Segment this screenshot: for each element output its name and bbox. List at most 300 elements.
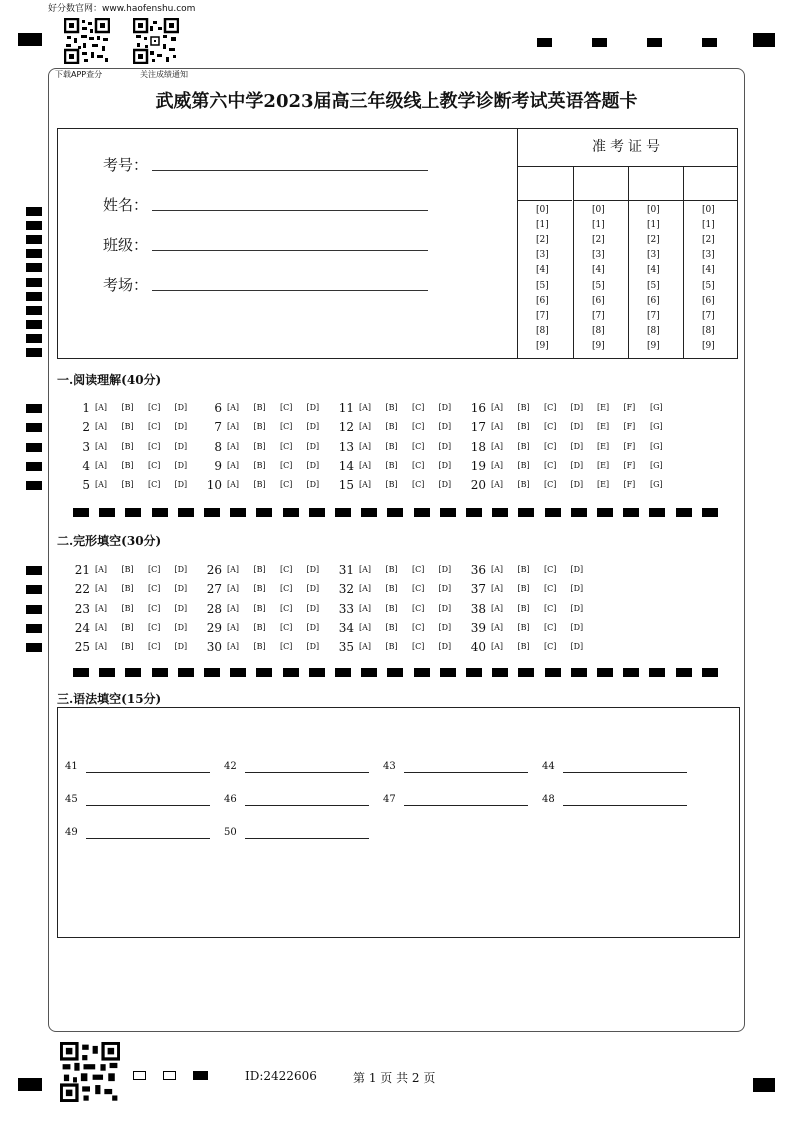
admission-digit-bubble[interactable]: [9] (647, 340, 660, 351)
cloze-option-bubble[interactable]: [A] (227, 603, 240, 613)
corner-mark-bottom-left (18, 1078, 42, 1091)
admission-digit-bubble[interactable]: [3] (536, 250, 549, 261)
section-cloze-title: 二.完形填空(30分) (57, 534, 162, 548)
reading-option-bubble[interactable]: [A] (95, 460, 108, 470)
reading-option-bubble[interactable]: [C] (148, 441, 161, 451)
cloze-option-bubble[interactable]: [A] (491, 565, 504, 574)
reading-option-bubble[interactable]: [C] (412, 403, 425, 412)
reading-option-bubble[interactable]: [B] (385, 460, 398, 470)
reading-question-number: 4 (82, 458, 90, 473)
reading-option-bubble[interactable]: [E] (597, 403, 610, 412)
reading-option-bubble[interactable]: [B] (385, 403, 398, 412)
reading-question-number: 15 (338, 478, 354, 493)
corner-mark-bottom-right (753, 1078, 775, 1092)
admission-digit-bubble[interactable]: [3] (647, 250, 660, 261)
reading-option-bubble[interactable]: [B] (517, 441, 530, 451)
grammar-answer-line[interactable] (404, 805, 528, 806)
reading-option-bubble[interactable]: [A] (227, 403, 240, 412)
cloze-option-bubble[interactable]: [A] (359, 622, 372, 632)
reading-option-bubble[interactable]: [C] (148, 422, 161, 432)
reading-option-bubble[interactable]: [B] (121, 403, 134, 412)
reading-option-bubble[interactable]: [D] (570, 460, 584, 470)
grammar-answer-line[interactable] (245, 838, 369, 839)
cloze-option-bubble[interactable]: [C] (544, 622, 557, 632)
reading-option-bubble[interactable]: [D] (438, 480, 452, 490)
reading-option-bubble[interactable]: [C] (280, 460, 293, 470)
reading-option-bubble[interactable]: [B] (385, 480, 398, 490)
cloze-option-bubble[interactable]: [D] (174, 622, 188, 632)
admission-digit-bubble[interactable]: [0] (592, 205, 605, 215)
cloze-option-bubble[interactable]: [B] (517, 642, 530, 652)
reading-option-bubble[interactable]: [C] (544, 403, 557, 412)
cloze-option-bubble[interactable]: [C] (148, 622, 161, 632)
cloze-option-bubble[interactable]: [C] (280, 622, 293, 632)
reading-option-bubble[interactable]: [G] (650, 480, 663, 490)
student-info-box (57, 128, 738, 359)
cloze-option-bubble[interactable]: [A] (491, 622, 504, 632)
reading-option-bubble[interactable]: [A] (227, 422, 240, 432)
reading-option-bubble[interactable]: [A] (95, 441, 108, 451)
exam-room-label: 考场： (103, 276, 149, 294)
cloze-option-bubble[interactable]: [A] (95, 603, 108, 613)
separator-dash (414, 668, 430, 677)
cloze-question-number: 30 (206, 640, 222, 655)
separator-dash (387, 668, 403, 677)
reading-option-bubble[interactable]: [D] (570, 403, 584, 412)
cloze-question-number: 33 (338, 601, 354, 616)
cloze-option-bubble[interactable]: [C] (148, 642, 161, 652)
reading-option-bubble[interactable]: [C] (148, 480, 161, 490)
reading-option-bubble[interactable]: [D] (306, 422, 320, 432)
separator-dash (466, 668, 482, 677)
cloze-option-bubble[interactable]: [B] (253, 642, 266, 652)
reading-option-bubble[interactable]: [D] (438, 403, 452, 412)
admission-digit-column (683, 166, 738, 358)
cloze-option-bubble[interactable]: [D] (570, 622, 584, 632)
admission-digit-bubble[interactable]: [1] (702, 220, 715, 231)
reading-option-bubble[interactable]: [A] (491, 460, 504, 470)
admission-digit-bubble[interactable]: [1] (536, 220, 549, 231)
reading-option-bubble[interactable]: [C] (544, 422, 557, 432)
reading-option-bubble[interactable]: [D] (570, 480, 584, 490)
reading-option-bubble[interactable]: [A] (491, 403, 504, 412)
admission-digit-bubble[interactable]: [4] (536, 265, 549, 276)
cloze-option-bubble[interactable]: [D] (438, 622, 452, 632)
cloze-option-bubble[interactable]: [D] (438, 642, 452, 652)
reading-option-bubble[interactable]: [D] (174, 460, 188, 470)
cloze-question-number: 24 (74, 620, 90, 635)
cloze-option-bubble[interactable]: [C] (280, 565, 293, 574)
reading-question-number: 5 (82, 478, 90, 493)
cloze-option-bubble[interactable]: [C] (280, 584, 293, 594)
reading-option-bubble[interactable]: [D] (174, 422, 188, 432)
cloze-option-bubble[interactable]: [B] (121, 622, 134, 632)
cloze-option-bubble[interactable]: [B] (253, 603, 266, 613)
separator-dash (309, 508, 325, 517)
reading-option-bubble[interactable]: [D] (438, 441, 452, 451)
admission-digit-bubble[interactable]: [0] (647, 205, 660, 215)
reading-question-number: 11 (338, 401, 354, 415)
reading-option-bubble[interactable]: [A] (227, 460, 240, 470)
reading-option-bubble[interactable]: [A] (491, 441, 504, 451)
reading-question-number: 12 (338, 420, 354, 435)
cloze-option-bubble[interactable]: [C] (148, 565, 161, 574)
reading-option-bubble[interactable]: [A] (359, 441, 372, 451)
cloze-option-bubble[interactable]: [B] (385, 565, 398, 574)
separator-dash (125, 508, 141, 517)
admission-digit-bubble[interactable]: [8] (536, 325, 549, 336)
reading-question-number: 19 (470, 458, 486, 473)
admission-digit-column (573, 166, 628, 358)
footer-hollow-mark (163, 1071, 176, 1080)
cloze-option-bubble[interactable]: [B] (121, 642, 134, 652)
reading-option-bubble[interactable]: [A] (227, 441, 240, 451)
cloze-option-bubble[interactable]: [D] (306, 622, 320, 632)
cloze-option-bubble[interactable]: [B] (253, 565, 266, 574)
reading-option-bubble[interactable]: [B] (121, 460, 134, 470)
grammar-answer-line[interactable] (86, 805, 210, 806)
cloze-option-bubble[interactable]: [C] (544, 565, 557, 574)
admission-digit-bubble[interactable]: [0] (702, 205, 715, 215)
reading-option-bubble[interactable]: [B] (253, 480, 266, 490)
reading-option-bubble[interactable]: [F] (623, 441, 636, 451)
class-label: 班级： (103, 236, 149, 254)
cloze-question-number: 32 (338, 582, 354, 597)
reading-option-bubble[interactable]: [C] (280, 441, 293, 451)
reading-option-bubble[interactable]: [E] (597, 441, 610, 451)
admission-digit-bubble[interactable]: [9] (702, 340, 715, 351)
cloze-option-bubble[interactable]: [D] (570, 565, 584, 574)
separator-dash (283, 508, 299, 517)
reading-option-bubble[interactable]: [A] (491, 480, 504, 490)
separator-dash (230, 668, 246, 677)
grammar-answer-line[interactable] (86, 838, 210, 839)
cloze-option-bubble[interactable]: [D] (174, 584, 188, 594)
reading-option-bubble[interactable]: [F] (623, 460, 636, 470)
cloze-option-bubble[interactable]: [C] (412, 565, 425, 574)
cloze-option-bubble[interactable]: [D] (306, 565, 320, 574)
cloze-option-bubble[interactable]: [C] (412, 622, 425, 632)
cloze-option-bubble[interactable]: [D] (174, 565, 188, 574)
admission-digit-bubble[interactable]: [3] (702, 250, 715, 261)
admission-digit-bubble[interactable]: [4] (647, 265, 660, 276)
cloze-option-bubble[interactable]: [A] (95, 565, 108, 574)
cloze-option-bubble[interactable]: [D] (438, 565, 452, 574)
cloze-option-bubble[interactable]: [D] (306, 603, 320, 613)
reading-option-bubble[interactable]: [G] (650, 460, 663, 470)
cloze-option-bubble[interactable]: [D] (306, 642, 320, 652)
reading-option-bubble[interactable]: [B] (121, 480, 134, 490)
reading-option-bubble[interactable]: [B] (121, 441, 134, 451)
admission-digit-bubble[interactable]: [5] (536, 280, 549, 291)
reading-option-bubble[interactable]: [B] (253, 441, 266, 451)
cloze-option-bubble[interactable]: [C] (544, 603, 557, 613)
reading-option-bubble[interactable]: [C] (280, 422, 293, 432)
cloze-option-bubble[interactable]: [A] (95, 642, 108, 652)
admission-digit-bubble[interactable]: [8] (702, 325, 715, 336)
reading-option-bubble[interactable]: [D] (570, 441, 584, 451)
admission-digit-bubble[interactable]: [7] (647, 310, 660, 321)
reading-option-bubble[interactable]: [B] (517, 422, 530, 432)
reading-option-bubble[interactable]: [E] (597, 480, 610, 490)
reading-option-bubble[interactable]: [F] (623, 403, 636, 412)
reading-option-bubble[interactable]: [E] (597, 422, 610, 432)
reading-option-bubble[interactable]: [C] (412, 441, 425, 451)
cloze-option-bubble[interactable]: [A] (359, 565, 372, 574)
admission-digit-bubble[interactable]: [4] (702, 265, 715, 276)
reading-option-bubble[interactable]: [B] (517, 403, 530, 412)
admission-digit-bubble[interactable]: [7] (536, 310, 549, 321)
reading-option-bubble[interactable]: [A] (359, 422, 372, 432)
cloze-option-bubble[interactable]: [A] (227, 584, 240, 594)
admission-digit-bubble[interactable]: [2] (647, 235, 660, 246)
timing-mark (26, 320, 42, 329)
cloze-option-bubble[interactable]: [A] (95, 622, 108, 632)
separator-dash (676, 508, 692, 517)
grammar-answer-line[interactable] (563, 772, 687, 773)
cloze-question-number: 40 (470, 640, 486, 655)
cloze-option-bubble[interactable]: [C] (148, 603, 161, 613)
reading-option-bubble[interactable]: [B] (253, 422, 266, 432)
cloze-option-bubble[interactable]: [C] (544, 584, 557, 594)
admission-digit-bubble[interactable]: [5] (647, 280, 660, 291)
reading-option-bubble[interactable]: [B] (253, 460, 266, 470)
reading-option-bubble[interactable]: [C] (280, 403, 293, 412)
reading-option-bubble[interactable]: [A] (227, 480, 240, 490)
exam-id: ID:2422606 (245, 1069, 317, 1083)
cloze-option-bubble[interactable]: [B] (385, 584, 398, 594)
reading-option-bubble[interactable]: [D] (438, 422, 452, 432)
cloze-option-bubble[interactable]: [A] (359, 584, 372, 594)
reading-option-bubble[interactable]: [G] (650, 403, 663, 412)
admission-digit-column (628, 166, 683, 358)
admission-digit-write-cell[interactable] (574, 166, 628, 201)
reading-option-bubble[interactable]: [E] (597, 460, 610, 470)
cloze-option-bubble[interactable]: [C] (280, 603, 293, 613)
admission-digit-bubble[interactable]: [5] (592, 280, 605, 291)
cloze-option-bubble[interactable]: [D] (570, 584, 584, 594)
exam-number-field[interactable] (152, 170, 428, 171)
admission-digit-bubble[interactable]: [2] (702, 235, 715, 246)
reading-option-bubble[interactable]: [A] (359, 460, 372, 470)
separator-dash (518, 508, 534, 517)
cloze-option-bubble[interactable]: [D] (438, 584, 452, 594)
reading-option-bubble[interactable]: [D] (174, 441, 188, 451)
cloze-question-number: 26 (206, 563, 222, 577)
grammar-answer-line[interactable] (563, 805, 687, 806)
reading-option-bubble[interactable]: [D] (306, 403, 320, 412)
cloze-option-bubble[interactable]: [B] (121, 584, 134, 594)
cloze-option-bubble[interactable]: [B] (385, 622, 398, 632)
admission-digit-bubble[interactable]: [6] (647, 295, 660, 306)
admission-digit-bubble[interactable]: [8] (592, 325, 605, 336)
admission-digit-bubble[interactable]: [4] (592, 265, 605, 276)
exam-room-field[interactable] (152, 290, 428, 291)
admission-digit-bubble[interactable]: [6] (702, 295, 715, 306)
cloze-option-bubble[interactable]: [B] (253, 584, 266, 594)
grammar-answer-line[interactable] (404, 772, 528, 773)
admission-digit-bubble[interactable]: [1] (647, 220, 660, 231)
cloze-option-bubble[interactable]: [A] (227, 565, 240, 574)
reading-option-bubble[interactable]: [D] (306, 460, 320, 470)
timing-mark (26, 334, 42, 343)
reading-option-bubble[interactable]: [G] (650, 422, 663, 432)
cloze-option-bubble[interactable]: [B] (517, 584, 530, 594)
separator-dash (73, 668, 89, 677)
admission-digit-bubble[interactable]: [1] (592, 220, 605, 231)
reading-option-bubble[interactable]: [A] (95, 422, 108, 432)
reading-option-bubble[interactable]: [C] (148, 460, 161, 470)
name-field[interactable] (152, 210, 428, 211)
separator-dash (361, 668, 377, 677)
admission-digit-bubble[interactable]: [7] (592, 310, 605, 321)
cloze-option-bubble[interactable]: [A] (359, 642, 372, 652)
reading-option-bubble[interactable]: [B] (253, 403, 266, 412)
separator-dash (309, 668, 325, 677)
separator-dash (623, 668, 639, 677)
cloze-option-bubble[interactable]: [A] (227, 642, 240, 652)
reading-option-bubble[interactable]: [B] (517, 460, 530, 470)
reading-option-bubble[interactable]: [B] (121, 422, 134, 432)
reading-option-bubble[interactable]: [F] (623, 422, 636, 432)
timing-mark (26, 207, 42, 216)
reading-question-number: 20 (470, 478, 486, 493)
admission-digit-write-cell[interactable] (684, 166, 738, 201)
reading-question-number: 17 (470, 420, 486, 435)
reading-option-bubble[interactable]: [C] (544, 460, 557, 470)
reading-option-bubble[interactable]: [C] (280, 480, 293, 490)
reading-option-bubble[interactable]: [D] (306, 480, 320, 490)
cloze-option-bubble[interactable]: [C] (148, 584, 161, 594)
separator-dash (440, 508, 456, 517)
separator-dash (152, 508, 168, 517)
cloze-option-bubble[interactable]: [A] (491, 642, 504, 652)
admission-digit-bubble[interactable]: [3] (592, 250, 605, 261)
reading-option-bubble[interactable]: [C] (412, 422, 425, 432)
separator-dash (283, 668, 299, 677)
name-label: 姓名： (103, 196, 149, 214)
admission-digit-write-cell[interactable] (518, 166, 572, 201)
cloze-option-bubble[interactable]: [A] (491, 584, 504, 594)
reading-option-bubble[interactable]: [C] (148, 403, 161, 412)
reading-option-bubble[interactable]: [D] (438, 460, 452, 470)
reading-option-bubble[interactable]: [B] (517, 480, 530, 490)
cloze-option-bubble[interactable]: [A] (227, 622, 240, 632)
admission-digit-bubble[interactable]: [5] (702, 280, 715, 291)
cloze-question-number: 35 (338, 640, 354, 655)
timing-mark (592, 38, 607, 47)
section-grammar-title: 三.语法填空(15分) (57, 692, 162, 706)
cloze-option-bubble[interactable]: [B] (121, 603, 134, 613)
reading-question-number: 1 (82, 401, 90, 415)
cloze-option-bubble[interactable]: [B] (517, 603, 530, 613)
reading-question-number: 14 (338, 458, 354, 473)
separator-dash (545, 508, 561, 517)
reading-option-bubble[interactable]: [D] (306, 441, 320, 451)
reading-question-number: 9 (214, 458, 222, 473)
timing-mark (26, 249, 42, 258)
cloze-option-bubble[interactable]: [B] (517, 565, 530, 574)
reading-option-bubble[interactable]: [A] (359, 480, 372, 490)
cloze-option-bubble[interactable]: [B] (385, 603, 398, 613)
reading-option-bubble[interactable]: [D] (174, 403, 188, 412)
cloze-option-bubble[interactable]: [B] (517, 622, 530, 632)
cloze-question-number: 31 (338, 563, 354, 577)
cloze-option-bubble[interactable]: [C] (412, 642, 425, 652)
admission-digit-write-cell[interactable] (629, 166, 683, 201)
cloze-option-bubble[interactable]: [C] (412, 603, 425, 613)
admission-digit-column (518, 166, 573, 358)
admission-digit-bubble[interactable]: [9] (592, 340, 605, 351)
admission-digit-bubble[interactable]: [2] (536, 235, 549, 246)
admission-digit-bubble[interactable]: [8] (647, 325, 660, 336)
reading-option-bubble[interactable]: [C] (412, 460, 425, 470)
reading-option-bubble[interactable]: [F] (623, 480, 636, 490)
reading-option-bubble[interactable]: [A] (95, 480, 108, 490)
class-field[interactable] (152, 250, 428, 251)
reading-option-bubble[interactable]: [B] (385, 441, 398, 451)
grammar-item-number: 42 (224, 761, 237, 772)
grammar-answer-line[interactable] (245, 772, 369, 773)
admission-digit-bubble[interactable]: [9] (536, 340, 549, 351)
admission-digit-bubble[interactable]: [6] (536, 295, 549, 306)
reading-option-bubble[interactable]: [C] (544, 441, 557, 451)
reading-option-bubble[interactable]: [B] (385, 422, 398, 432)
page-number: 第 1 页 共 2 页 (353, 1071, 436, 1085)
cloze-option-bubble[interactable]: [D] (306, 584, 320, 594)
admission-digit-bubble[interactable]: [2] (592, 235, 605, 246)
admission-digit-bubble[interactable]: [6] (592, 295, 605, 306)
reading-option-bubble[interactable]: [A] (95, 403, 108, 412)
timing-mark (26, 235, 42, 244)
separator-dash (597, 508, 613, 517)
separator-dash (466, 508, 482, 517)
cloze-option-bubble[interactable]: [C] (280, 642, 293, 652)
qr-code-download-app (64, 18, 110, 64)
cloze-option-bubble[interactable]: [D] (438, 603, 452, 613)
separator-dash (204, 508, 220, 517)
reading-option-bubble[interactable]: [G] (650, 441, 663, 451)
cloze-option-bubble[interactable]: [D] (174, 603, 188, 613)
reading-option-bubble[interactable]: [A] (359, 403, 372, 412)
cloze-option-bubble[interactable]: [A] (359, 603, 372, 613)
reading-option-bubble[interactable]: [A] (491, 422, 504, 432)
cloze-option-bubble[interactable]: [C] (412, 584, 425, 594)
reading-option-bubble[interactable]: [D] (174, 480, 188, 490)
reading-option-bubble[interactable]: [C] (412, 480, 425, 490)
reading-question-number: 6 (214, 401, 222, 415)
timing-mark (26, 404, 42, 413)
reading-option-bubble[interactable]: [D] (570, 422, 584, 432)
grammar-answer-line[interactable] (245, 805, 369, 806)
reading-option-bubble[interactable]: [C] (544, 480, 557, 490)
grammar-answer-line[interactable] (86, 772, 210, 773)
timing-mark (26, 566, 42, 575)
cloze-option-bubble[interactable]: [B] (385, 642, 398, 652)
admission-digit-bubble[interactable]: [7] (702, 310, 715, 321)
cloze-option-bubble[interactable]: [D] (570, 642, 584, 652)
cloze-option-bubble[interactable]: [C] (544, 642, 557, 652)
site-note: 好分数官网：www.haofenshu.com (48, 4, 196, 14)
timing-mark (26, 605, 42, 614)
cloze-option-bubble[interactable]: [D] (174, 642, 188, 652)
cloze-option-bubble[interactable]: [B] (121, 565, 134, 574)
cloze-option-bubble[interactable]: [B] (253, 622, 266, 632)
admission-digit-bubble[interactable]: [0] (536, 205, 549, 215)
cloze-option-bubble[interactable]: [A] (95, 584, 108, 594)
cloze-option-bubble[interactable]: [A] (491, 603, 504, 613)
cloze-option-bubble[interactable]: [D] (570, 603, 584, 613)
